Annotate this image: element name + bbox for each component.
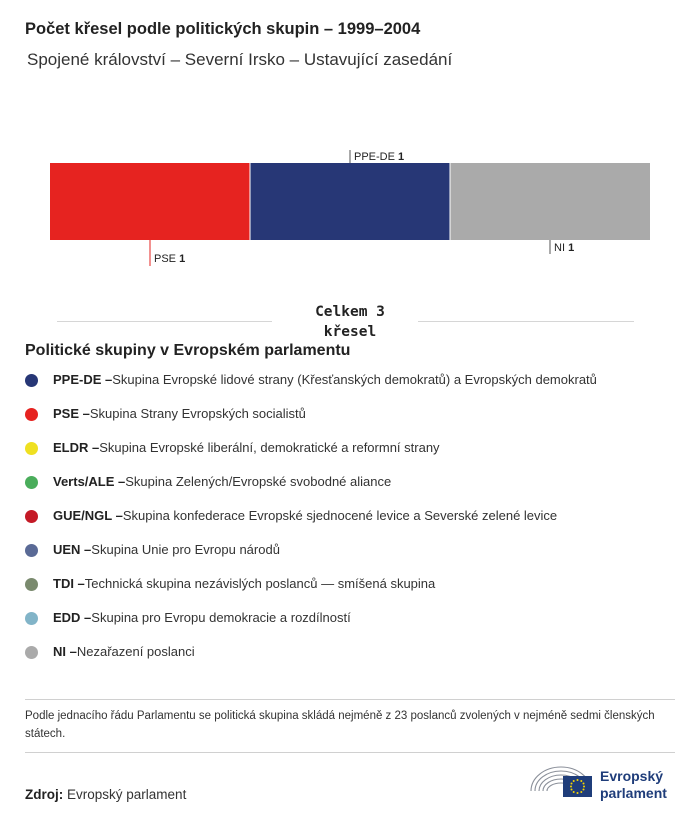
legend-abbr: ELDR – (53, 440, 100, 455)
legend-text: Skupina Unie pro Evropu národů (91, 542, 280, 557)
legend-swatch (25, 646, 38, 659)
legend-text: Technická skupina nezávislých poslanců — smíšená skupina (84, 576, 436, 591)
logo-line-2: parlament (600, 785, 667, 801)
european-parliament-logo-icon (528, 761, 594, 801)
legend-item (25, 542, 597, 576)
european-parliament-logo (528, 761, 678, 803)
legend-text: Skupina Strany Evropských socialistů (89, 406, 306, 421)
chart-title: Počet křesel podle politických skupin – 1999–2004 (25, 20, 421, 38)
total-divider-left (57, 321, 272, 322)
legend-swatch (25, 442, 38, 455)
divider (25, 752, 675, 753)
legend-text: Skupina Evropské liberální, demokratické a reformní strany (99, 440, 440, 455)
source (25, 787, 186, 802)
legend-abbr: TDI – (53, 576, 85, 591)
bar-segment (50, 163, 250, 240)
legend-text: Skupina konfederace Evropské sjednocené levice a Severské zelené levice (122, 508, 558, 523)
legend-abbr: PPE-DE – (53, 372, 113, 387)
legend-item (25, 576, 597, 610)
total-divider-right (418, 321, 634, 322)
source-label: Zdroj: (25, 787, 64, 802)
legend (25, 372, 597, 678)
legend-swatch (25, 612, 38, 625)
legend-swatch (25, 476, 38, 489)
data-label: PSE 1 (154, 253, 186, 265)
legend-abbr: PSE – (53, 406, 90, 421)
legend-text: Skupina pro Evropu demokracie a rozdílností (91, 610, 351, 625)
source-value: Evropský parlament (67, 787, 187, 802)
legend-text: Skupina Evropské lidové strany (Křesťanských demokratů) a Evropských demokratů (112, 372, 597, 387)
total-seats-label (275, 302, 425, 342)
legend-text: Nezařazení poslanci (76, 644, 195, 659)
logo-wordmark (600, 768, 667, 802)
legend-item (25, 610, 597, 644)
footnote: Podle jednacího řádu Parlamentu se politická skupina skládá nejméně z 23 poslanců zvolených v nejméně sedmi členských státech. (25, 710, 655, 740)
total-seats-unit: křesel (323, 324, 377, 340)
legend-item (25, 508, 597, 542)
divider (25, 699, 675, 700)
data-label: NI 1 (554, 242, 575, 254)
legend-swatch (25, 578, 38, 591)
legend-item (25, 372, 597, 406)
legend-item (25, 440, 597, 474)
legend-swatch (25, 510, 38, 523)
legend-abbr: Verts/ALE – (53, 474, 126, 489)
legend-swatch (25, 374, 38, 387)
legend-item (25, 474, 597, 508)
legend-text: Skupina Zelených/Evropské svobodné aliance (125, 474, 392, 489)
legend-item (25, 644, 597, 678)
legend-abbr: NI – (53, 644, 77, 659)
stacked-bar-chart (0, 140, 700, 280)
legend-abbr: GUE/NGL – (53, 508, 123, 523)
legend-abbr: EDD – (53, 610, 92, 625)
bar-segment (450, 163, 650, 240)
legend-swatch (25, 408, 38, 421)
legend-swatch (25, 544, 38, 557)
logo-line-1: Evropský (600, 768, 664, 784)
legend-abbr: UEN – (53, 542, 92, 557)
legend-title: Politické skupiny v Evropském parlamentu (25, 342, 351, 359)
total-seats-count: Celkem 3 (315, 304, 385, 320)
data-label: PPE-DE 1 (354, 151, 405, 163)
chart-subtitle: Spojené království – Severní Irsko – Ustavující zasedání (27, 50, 453, 69)
legend-item (25, 406, 597, 440)
bar-segment (250, 163, 450, 240)
